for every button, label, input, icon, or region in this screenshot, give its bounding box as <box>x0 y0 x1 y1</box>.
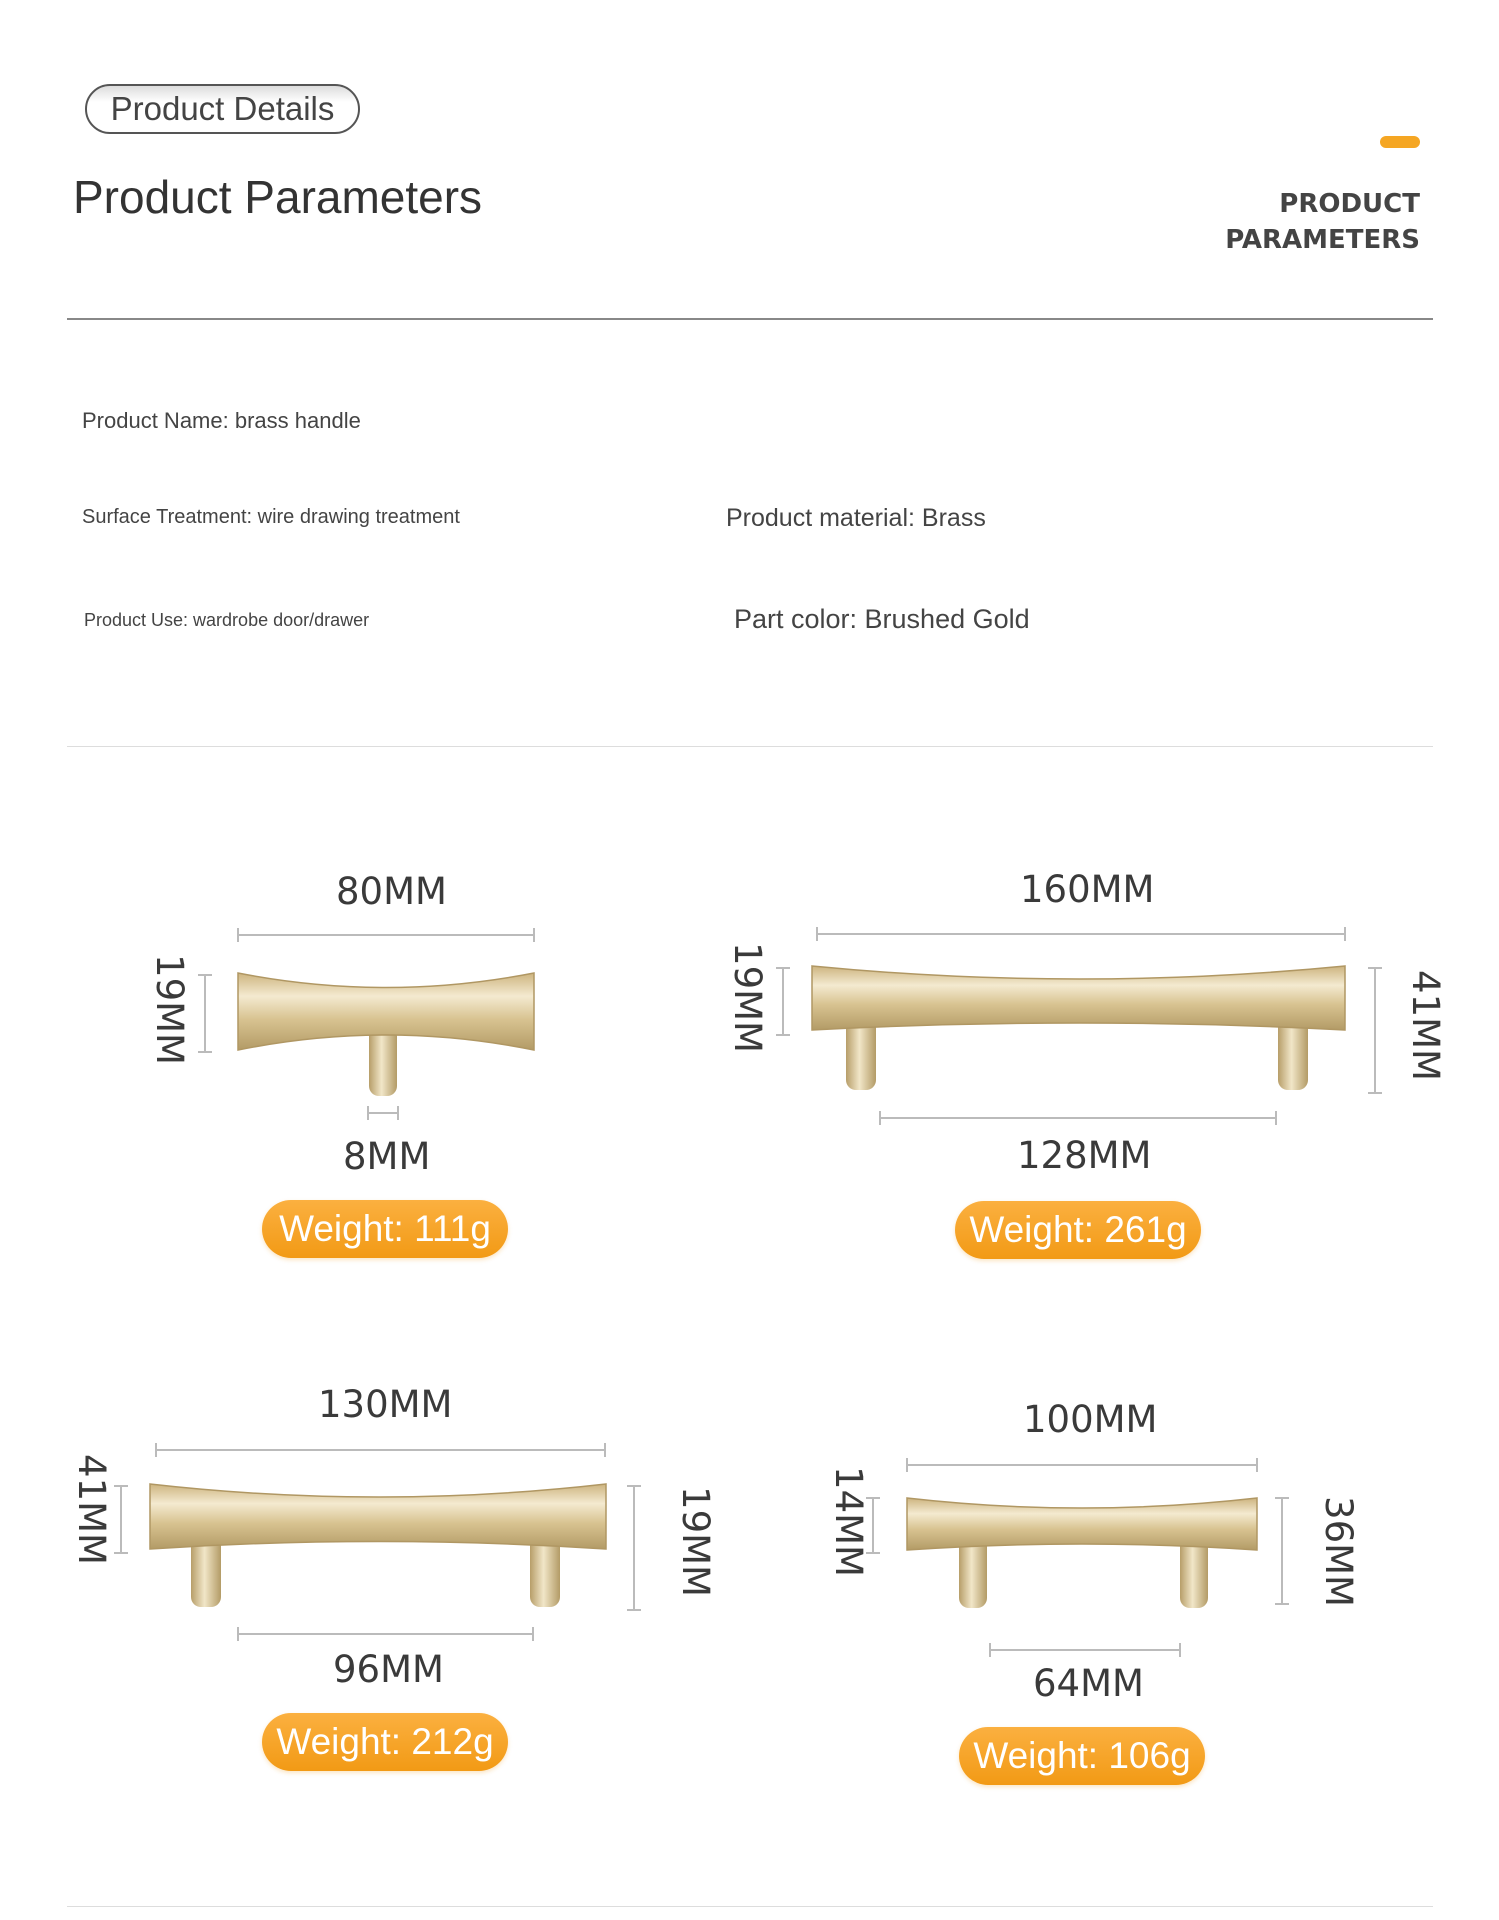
handle-100mm-image <box>907 1498 1257 1608</box>
handle-80mm-height: 19MM <box>147 954 191 1065</box>
handle-160mm-length: 160MM <box>1020 868 1155 911</box>
handle-100mm-length: 100MM <box>1023 1398 1158 1441</box>
handle-100mm-height: 14MM <box>826 1466 870 1577</box>
param-product-name: Product Name: brass handle <box>82 408 361 433</box>
dimension-line-length <box>866 1458 1289 1657</box>
param-part-color: Part color: Brushed Gold <box>734 604 1030 634</box>
handle-100mm-weight-badge: Weight: 106g <box>959 1727 1205 1785</box>
handle-130mm-weight-badge: Weight: 212g <box>262 1713 508 1771</box>
english-title-line1: PRODUCT <box>1279 189 1420 219</box>
footer-divider <box>67 1906 1433 1907</box>
handle-130mm-height: 19MM <box>673 1486 717 1597</box>
handle-130mm-length: 130MM <box>318 1383 453 1426</box>
handle-160mm-hole-spacing: 128MM <box>1017 1134 1152 1177</box>
handle-80mm-post: 8MM <box>343 1135 431 1178</box>
handle-80mm-weight-badge: Weight: 111g <box>262 1200 508 1258</box>
handle-100mm-depth: 36MM <box>1316 1496 1360 1607</box>
english-title-line2: PARAMETERS <box>1225 225 1420 255</box>
param-product-use: Product Use: wardrobe door/drawer <box>84 610 370 630</box>
param-material: Product material: Brass <box>726 504 986 532</box>
product-details-tab: Product Details <box>85 84 360 134</box>
handle-130mm-hole-spacing: 96MM <box>333 1648 444 1691</box>
handle-80mm-length: 80MM <box>336 870 447 913</box>
page-title: Product Parameters <box>73 171 483 223</box>
handle-160mm-depth: 41MM <box>1403 970 1447 1081</box>
handle-160mm-height: 19MM <box>725 942 769 1053</box>
handle-100mm-hole-spacing: 64MM <box>1033 1662 1144 1705</box>
handle-130mm-depth: 41MM <box>69 1454 113 1565</box>
param-surface-treatment: Surface Treatment: wire drawing treatment <box>82 506 460 528</box>
handle-160mm-weight-badge: Weight: 261g <box>955 1201 1201 1259</box>
